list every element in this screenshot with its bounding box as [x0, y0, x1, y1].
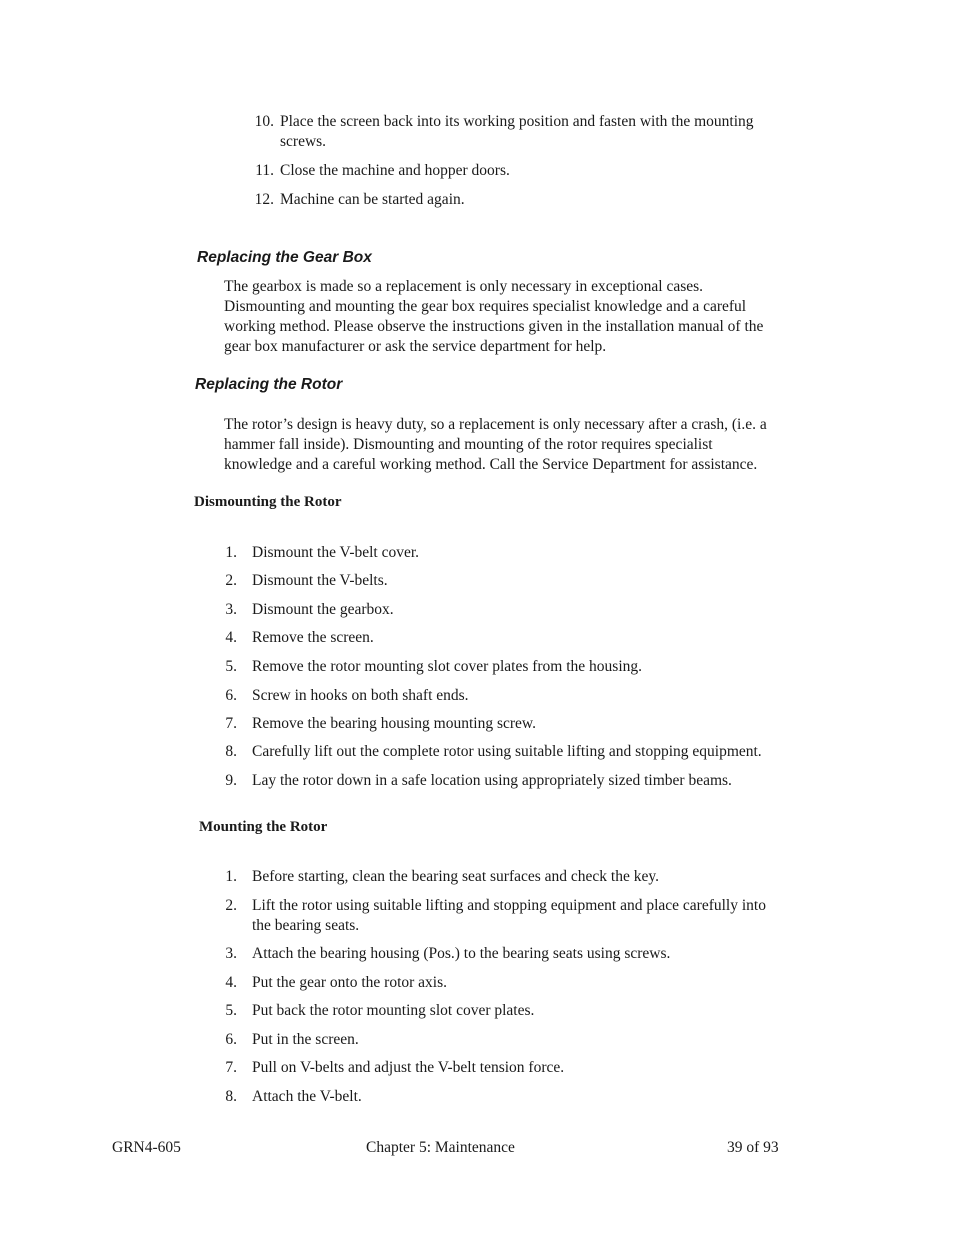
list-number: 7.	[225, 715, 237, 732]
list-number: 8.	[225, 1088, 237, 1105]
list-item: Lay the rotor down in a safe location using appropriately sized timber beams.	[252, 772, 732, 789]
paragraph-line: The gearbox is made so a replacement is only necessary in exceptional cases.	[224, 278, 704, 295]
list-item: Remove the bearing housing mounting screw.	[252, 715, 536, 732]
list-number: 5.	[225, 1002, 237, 1019]
list-item: Attach the V-belt.	[252, 1088, 362, 1105]
list-number: 1.	[225, 544, 237, 561]
list-number: 6.	[225, 687, 237, 704]
paragraph-line: gear box manufacturer or ask the service department for help.	[224, 338, 607, 355]
list-number: 3.	[225, 601, 237, 618]
list-item: Before starting, clean the bearing seat surfaces and check the key.	[252, 868, 659, 885]
list-item: Dismount the gearbox.	[252, 601, 394, 618]
list-item: Dismount the V-belt cover.	[252, 544, 420, 561]
footer-chapter: Chapter 5: Maintenance	[366, 1139, 515, 1156]
list-item-continuation: screws.	[280, 133, 327, 150]
list-number: 9.	[225, 772, 237, 789]
list-number: 10.	[254, 113, 274, 130]
list-item: Remove the screen.	[252, 629, 374, 646]
list-number: 6.	[225, 1031, 237, 1048]
list-item: Pull on V-belts and adjust the V-belt tension force.	[252, 1059, 565, 1076]
list-item: Put the gear onto the rotor axis.	[252, 974, 447, 991]
paragraph-line: knowledge and a careful working method. Call the Service Department for assistance.	[224, 456, 758, 473]
list-number: 7.	[225, 1059, 237, 1076]
section-heading-rotor: Replacing the Rotor	[195, 376, 343, 393]
list-item: Carefully lift out the complete rotor using suitable lifting and stopping equipment.	[252, 743, 762, 760]
list-number: 4.	[225, 629, 237, 646]
footer-page-number: 39 of 93	[727, 1139, 779, 1156]
list-number: 2.	[225, 572, 237, 589]
section-heading-gearbox: Replacing the Gear Box	[197, 249, 372, 266]
list-number: 2.	[225, 897, 237, 914]
list-number: 3.	[225, 945, 237, 962]
list-number: 12.	[254, 191, 274, 208]
list-item-continuation: the bearing seats.	[252, 917, 360, 934]
list-number: 8.	[225, 743, 237, 760]
paragraph-line: The rotor’s design is heavy duty, so a replacement is only necessary after a crash, (i.e. a	[224, 416, 767, 433]
list-item: Remove the rotor mounting slot cover plates from the housing.	[252, 658, 643, 675]
list-item: Dismount the V-belts.	[252, 572, 388, 589]
list-item: Attach the bearing housing (Pos.) to the bearing seats using screws.	[252, 945, 671, 962]
list-item: Machine can be started again.	[280, 191, 465, 208]
paragraph-line: working method. Please observe the instructions given in the installation manual of the	[224, 318, 764, 335]
paragraph-line: hammer fall inside). Dismounting and mounting of the rotor requires specialist	[224, 436, 713, 453]
footer-doc-id: GRN4-605	[112, 1139, 181, 1156]
list-item: Close the machine and hopper doors.	[280, 162, 510, 179]
subheading-mounting: Mounting the Rotor	[199, 819, 328, 835]
paragraph-line: Dismounting and mounting the gear box requires specialist knowledge and a careful	[224, 298, 747, 315]
list-number: 1.	[225, 868, 237, 885]
list-number: 11.	[255, 162, 274, 179]
list-item: Put back the rotor mounting slot cover plates.	[252, 1002, 535, 1019]
list-item: Screw in hooks on both shaft ends.	[252, 687, 469, 704]
list-number: 5.	[225, 658, 237, 675]
list-item: Place the screen back into its working position and fasten with the mounting	[280, 113, 754, 130]
subheading-dismounting: Dismounting the Rotor	[194, 494, 342, 510]
list-item: Lift the rotor using suitable lifting and stopping equipment and place carefully into	[252, 897, 766, 914]
list-item: Put in the screen.	[252, 1031, 359, 1048]
list-number: 4.	[225, 974, 237, 991]
